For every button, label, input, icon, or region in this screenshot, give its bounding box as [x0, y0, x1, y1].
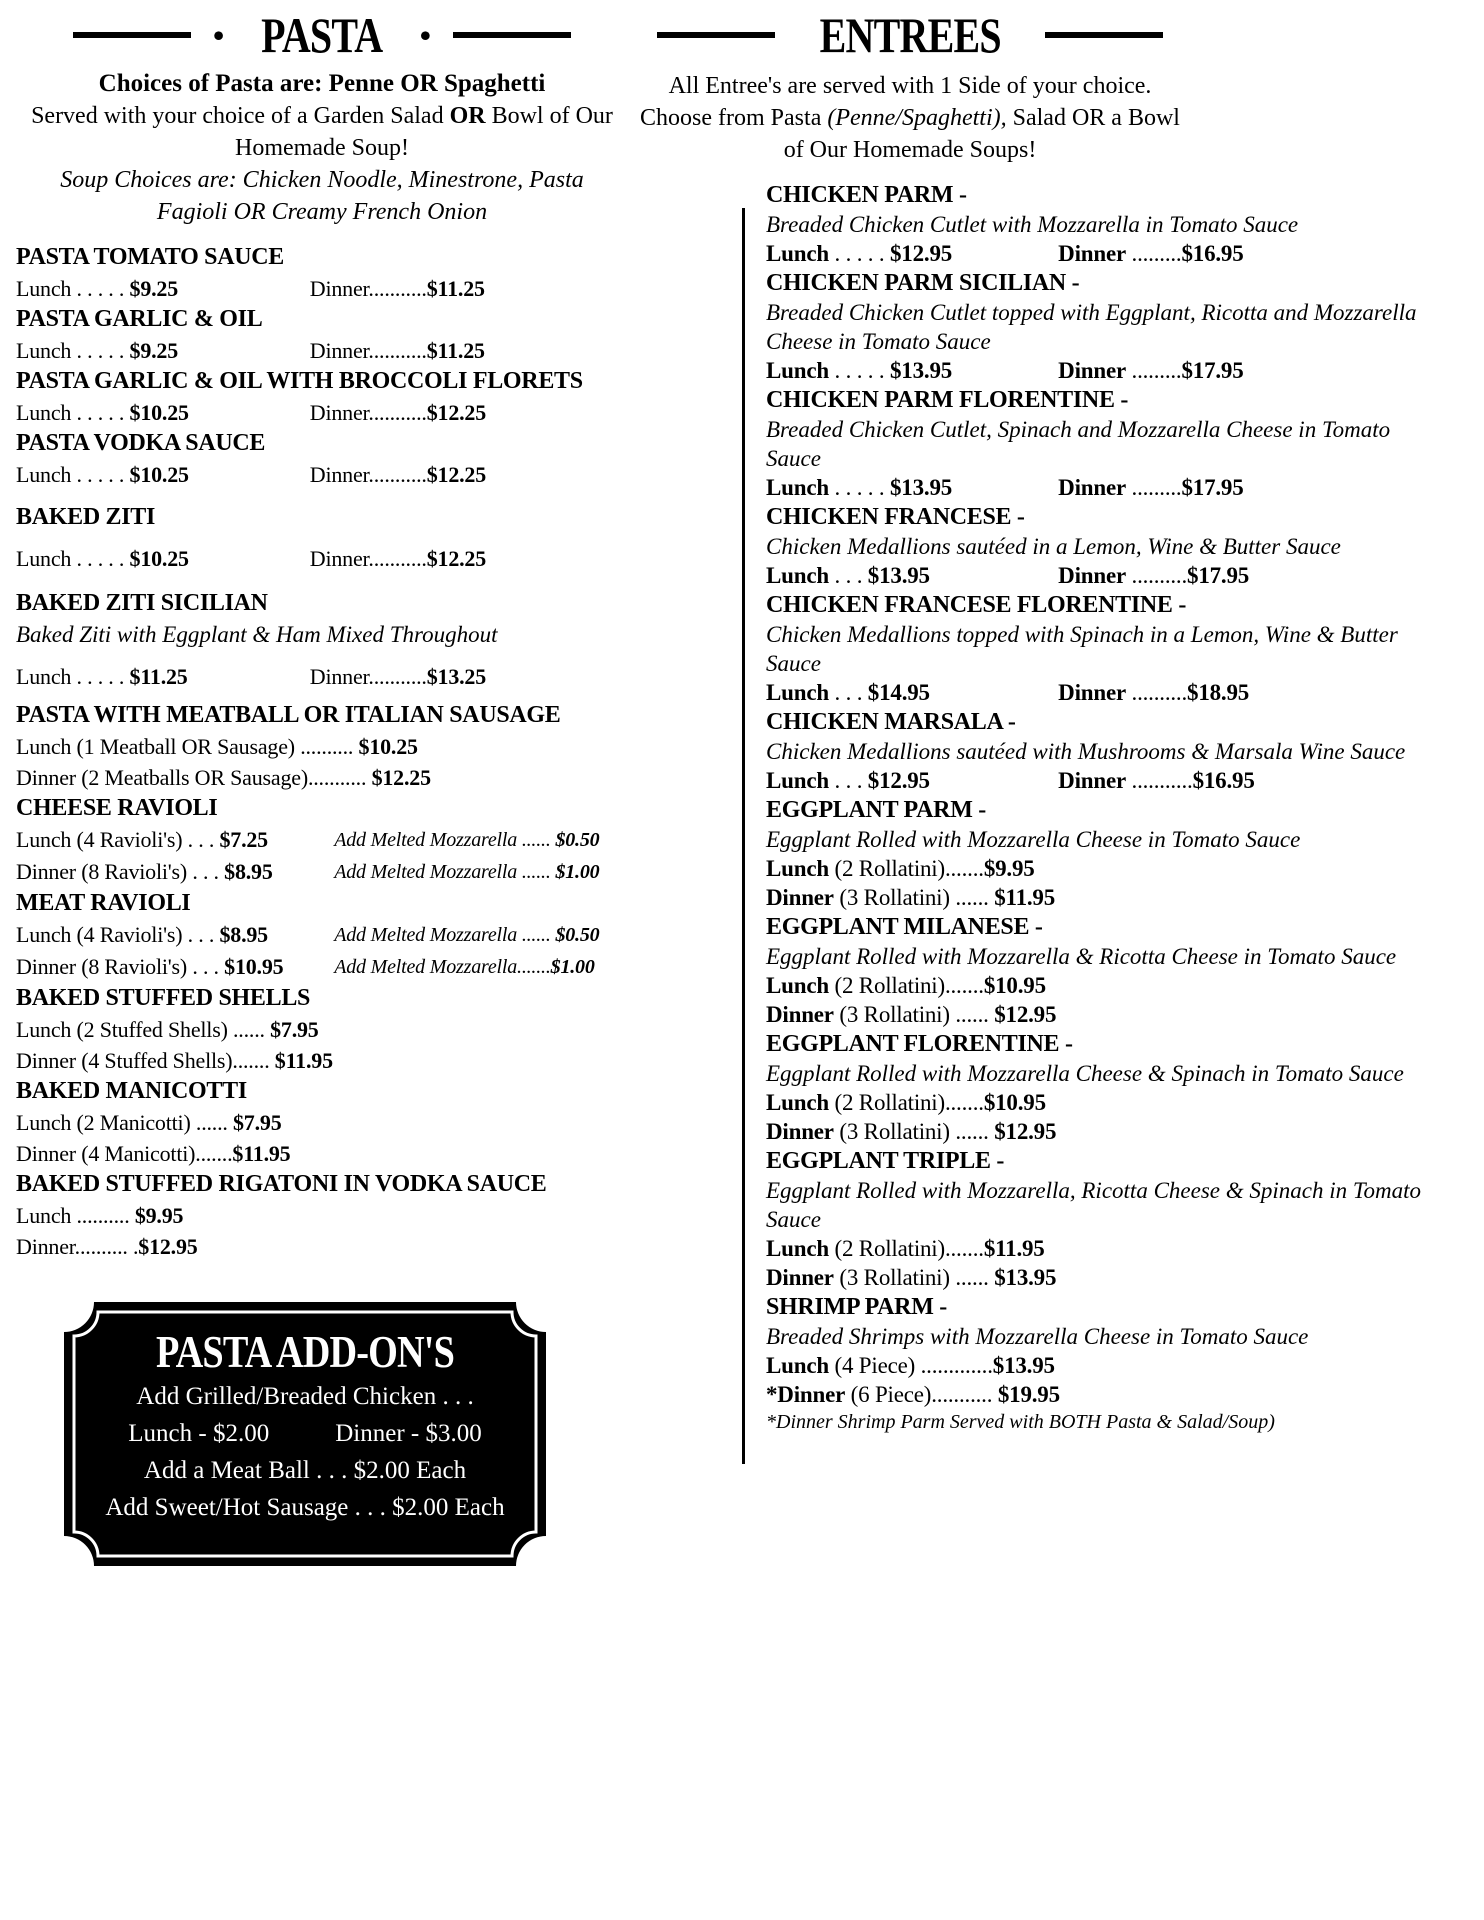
price-row [16, 459, 628, 490]
text-segment: ......... [1125, 241, 1182, 266]
text-segment: Add Melted Mozzarella ...... [334, 829, 556, 851]
text-segment: $16.95 [1181, 241, 1244, 266]
text-segment: $18.95 [1187, 680, 1250, 705]
text-segment: Lunch [766, 680, 829, 705]
text-segment: $9.25 [129, 338, 179, 363]
addon-line: Add Grilled/Breaded Chicken . . . [136, 1383, 474, 1410]
text-segment: Lunch . . . . . [16, 276, 130, 301]
lunch-price [16, 543, 310, 574]
price-row [16, 397, 628, 428]
text-segment: $13.95 [867, 563, 930, 588]
text-segment: $0.50 [555, 829, 600, 851]
text-segment: (2 Rollatini)....... [828, 1090, 984, 1115]
text-segment: Lunch [766, 1353, 829, 1378]
entrees-intro [630, 70, 1190, 166]
text-segment: $14.95 [867, 680, 930, 705]
text-segment: $10.95 [983, 1090, 1046, 1115]
price-row [16, 762, 628, 793]
intro-line [26, 68, 618, 100]
menu-item [16, 242, 628, 304]
menu-item [766, 502, 1430, 590]
addon-price: Dinner - $3.00 [335, 1420, 482, 1447]
text-segment: $11.25 [129, 664, 188, 689]
lunch-price [16, 919, 334, 951]
entrees-header [630, 6, 1190, 64]
header-rule-right [453, 32, 571, 38]
item-description: Eggplant Rolled with Mozzarella Cheese in Tomato Sauce [766, 827, 1301, 852]
addon-note [334, 856, 628, 888]
text-segment: (3 Rollatini) ...... [833, 1119, 995, 1144]
lunch-price [16, 397, 310, 428]
text-segment: Bowl of Our Homemade Soup! [235, 103, 613, 161]
entrees-items-list [766, 180, 1430, 1435]
item-name: CHICKEN PARM - [766, 182, 967, 208]
dinner-price [1058, 678, 1430, 707]
text-segment: . . . [828, 768, 868, 793]
text-segment: $16.95 [1192, 768, 1255, 793]
menu-item [766, 268, 1430, 385]
item-description: Baked Ziti with Eggplant & Ham Mixed Throughout [16, 622, 498, 647]
text-segment: . . . [828, 680, 868, 705]
text-segment: (3 Rollatini) ...... [833, 1002, 995, 1027]
addon-note [334, 824, 628, 856]
price-row [766, 854, 1430, 883]
item-name: EGGPLANT TRIPLE - [766, 1148, 1005, 1174]
text-segment: . . . [828, 563, 868, 588]
menu-item [16, 1169, 628, 1262]
item-name: CHICKEN PARM FLORENTINE - [766, 387, 1129, 413]
dinner-price [1058, 561, 1430, 590]
pasta-addons-box [64, 1302, 546, 1566]
price-row [16, 1107, 628, 1138]
text-segment: (2 Rollatini)....... [828, 1236, 984, 1261]
lunch-price [16, 335, 310, 366]
text-segment: $7.95 [233, 1110, 282, 1135]
addon-line: Add a Meat Ball . . . $2.00 Each [143, 1457, 467, 1484]
item-description: Breaded Chicken Cutlet topped with Eggplant, Ricotta and Mozzarella Cheese in Tomato Sauce [766, 300, 1417, 354]
price-row [16, 1231, 628, 1262]
text-segment: Lunch [766, 241, 829, 266]
menu-item [16, 428, 628, 490]
text-segment: Lunch (4 Ravioli's) . . . [16, 827, 220, 852]
menu-item [16, 1076, 628, 1169]
text-segment: $11.95 [274, 1048, 333, 1073]
text-segment: *Dinner [766, 1382, 846, 1407]
price-row [766, 766, 1430, 795]
addons-content [64, 1302, 546, 1526]
price-row [16, 1200, 628, 1231]
price-row [16, 951, 628, 983]
lunch-price [766, 561, 1058, 590]
text-segment: $11.95 [994, 885, 1056, 910]
text-segment: Lunch [766, 1236, 829, 1261]
price-row [766, 1234, 1430, 1263]
price-row [766, 1088, 1430, 1117]
text-segment: Dinner [1058, 563, 1126, 588]
item-description: Eggplant Rolled with Mozzarella, Ricotta Cheese & Spinach in Tomato Sauce [766, 1178, 1422, 1232]
text-segment: Choices of Pasta are: Penne OR Spaghetti [98, 70, 546, 97]
item-name: CHICKEN FRANCESE - [766, 504, 1025, 530]
item-name: BAKED STUFFED SHELLS [16, 985, 311, 1011]
item-name: PASTA TOMATO SAUCE [16, 244, 284, 270]
item-name: MEAT RAVIOLI [16, 890, 191, 916]
intro-line [26, 100, 618, 164]
item-name: PASTA GARLIC & OIL WITH BROCCOLI FLORETS [16, 368, 583, 394]
text-segment: $8.95 [224, 859, 273, 884]
text-segment: Dinner [1058, 358, 1126, 383]
dinner-price [1058, 356, 1430, 385]
item-description: Chicken Medallions sautéed in a Lemon, Wine & Butter Sauce [766, 534, 1341, 559]
text-segment: Dinner (4 Manicotti)....... [16, 1141, 233, 1166]
pasta-title: PASTA [261, 7, 383, 63]
text-segment: $10.25 [129, 462, 189, 487]
lunch-price [16, 273, 310, 304]
text-segment: $10.95 [983, 973, 1046, 998]
item-name: BAKED STUFFED RIGATONI IN VODKA SAUCE [16, 1171, 547, 1197]
addons-title: PASTA ADD-ON'S [155, 1327, 455, 1377]
text-segment: (2 Rollatini)....... [828, 856, 984, 881]
item-name: EGGPLANT MILANESE - [766, 914, 1043, 940]
lunch-price [766, 766, 1058, 795]
price-row [766, 678, 1430, 707]
text-segment: $12.95 [867, 768, 930, 793]
item-footnote: *Dinner Shrimp Parm Served with BOTH Pasta & Salad/Soup) [766, 1411, 1275, 1433]
entrees-header-block [630, 6, 1190, 166]
text-segment: ......... [1125, 358, 1182, 383]
item-description: Eggplant Rolled with Mozzarella Cheese & Spinach in Tomato Sauce [766, 1061, 1404, 1086]
header-rule-left [73, 32, 191, 38]
text-segment: Lunch (2 Stuffed Shells) ...... [16, 1017, 271, 1042]
pasta-header [16, 6, 628, 64]
text-segment: Dinner [766, 1119, 834, 1144]
text-segment: Dinner [766, 1002, 834, 1027]
text-segment: $17.95 [1181, 358, 1244, 383]
price-row [16, 1045, 628, 1076]
lunch-price [16, 951, 334, 983]
text-segment: Lunch . . . . . [16, 462, 130, 487]
text-segment: $11.95 [232, 1141, 291, 1166]
lunch-price [16, 824, 334, 856]
text-segment: (2 Rollatini)....... [828, 973, 984, 998]
item-name: CHICKEN FRANCESE FLORENTINE - [766, 592, 1187, 618]
text-segment: $9.95 [134, 1203, 184, 1228]
text-segment: $13.95 [890, 475, 953, 500]
entrees-column [640, 6, 1430, 1435]
text-segment: $12.95 [994, 1119, 1057, 1144]
text-segment: $11.25 [426, 276, 485, 301]
menu-item [16, 304, 628, 366]
item-name: PASTA GARLIC & OIL [16, 306, 263, 332]
addon-line: Add Sweet/Hot Sausage . . . $2.00 Each [105, 1494, 505, 1521]
text-segment: $10.25 [358, 734, 418, 759]
dinner-price [310, 335, 628, 366]
price-row [16, 919, 628, 951]
text-segment: Dinner [1058, 680, 1126, 705]
text-segment: $10.25 [129, 546, 189, 571]
text-segment: Lunch . . . . . [16, 400, 130, 425]
text-segment: Lunch [766, 856, 829, 881]
text-segment: $17.95 [1181, 475, 1244, 500]
text-segment: $10.25 [129, 400, 189, 425]
text-segment: (3 Rollatini) ...... [833, 885, 995, 910]
text-segment: Lunch [766, 1090, 829, 1115]
text-segment: $12.25 [426, 546, 487, 571]
item-name: BAKED ZITI [16, 504, 156, 530]
price-row [16, 661, 628, 692]
menu-item [16, 366, 628, 428]
price-row [16, 731, 628, 762]
addon-price: Lunch - $2.00 [128, 1420, 270, 1447]
intro-line [630, 70, 1190, 166]
item-name: EGGPLANT PARM - [766, 797, 986, 823]
item-name: PASTA VODKA SAUCE [16, 430, 266, 456]
dinner-price [310, 543, 628, 574]
text-segment: Dinner........... [309, 664, 427, 689]
text-segment: (3 Rollatini) ...... [833, 1265, 995, 1290]
price-row [766, 356, 1430, 385]
item-name: CHICKEN PARM SICILIAN - [766, 270, 1080, 296]
text-segment: Lunch (2 Manicotti) ...... [16, 1110, 233, 1135]
item-description: Breaded Shrimps with Mozzarella Cheese in Tomato Sauce [766, 1324, 1309, 1349]
menu-item [766, 590, 1430, 707]
menu-item [766, 1146, 1430, 1292]
addon-note [334, 951, 628, 983]
menu-item [766, 180, 1430, 268]
price-row [766, 1263, 1430, 1292]
price-row [766, 561, 1430, 590]
text-segment: Dinner [766, 1265, 834, 1290]
dinner-price [1058, 766, 1430, 795]
text-segment: .......... [1125, 680, 1188, 705]
menu-item [766, 707, 1430, 795]
text-segment: Lunch . . . . . [16, 546, 130, 571]
price-row [16, 1014, 628, 1045]
text-segment: $9.95 [983, 856, 1035, 881]
menu-item [16, 983, 628, 1076]
menu-item [766, 912, 1430, 1029]
text-segment: (4 Piece) ............. [828, 1353, 993, 1378]
lunch-price [766, 356, 1058, 385]
text-segment: Dinner........... [309, 276, 427, 301]
addon-split-line [64, 1415, 546, 1452]
dinner-price [310, 661, 628, 692]
text-segment: Lunch [766, 358, 829, 383]
text-segment: $13.95 [890, 358, 953, 383]
text-segment: $12.95 [890, 241, 953, 266]
text-segment: Dinner (8 Ravioli's) . . . [16, 954, 225, 979]
lunch-price [16, 459, 310, 490]
text-segment: $8.95 [219, 922, 268, 947]
addons-lines [64, 1378, 546, 1526]
text-segment: ........... [1125, 768, 1193, 793]
text-segment: Dinner........... [309, 546, 427, 571]
text-segment: $1.00 [550, 956, 595, 978]
menu-item [16, 588, 628, 692]
menu-item [766, 1029, 1430, 1146]
text-segment: Lunch (4 Ravioli's) . . . [16, 922, 220, 947]
text-segment: $9.25 [129, 276, 179, 301]
price-row [766, 239, 1430, 268]
lunch-price [766, 239, 1058, 268]
price-row [766, 1380, 1430, 1409]
text-segment: Served with your choice of a Garden Salad [31, 103, 450, 129]
text-segment: Dinner........... [309, 400, 427, 425]
price-row [16, 1138, 628, 1169]
price-row [16, 543, 628, 574]
text-segment: . . . . . [828, 241, 890, 266]
text-segment: $12.95 [138, 1234, 198, 1259]
text-segment: Lunch . . . . . [16, 338, 130, 363]
text-segment: Dinner (8 Ravioli's) . . . [16, 859, 225, 884]
text-segment: $12.95 [994, 1002, 1057, 1027]
item-name: SHRIMP PARM - [766, 1294, 947, 1320]
text-segment: $13.95 [994, 1265, 1057, 1290]
item-description: Chicken Medallions sautéed with Mushrooms & Marsala Wine Sauce [766, 739, 1406, 764]
dinner-price [310, 397, 628, 428]
text-segment: Add Melted Mozzarella ...... [334, 861, 556, 883]
text-segment: Lunch (1 Meatball OR Sausage) .......... [16, 734, 359, 759]
intro-line [26, 164, 618, 228]
text-segment: Dinner (2 Meatballs OR Sausage)........... [16, 765, 372, 790]
item-description: Breaded Chicken Cutlet with Mozzarella in Tomato Sauce [766, 212, 1299, 237]
text-segment: $19.95 [997, 1382, 1060, 1407]
dinner-price [310, 459, 628, 490]
dinner-price [310, 273, 628, 304]
menu-item [766, 385, 1430, 502]
price-row [766, 971, 1430, 1000]
price-row [16, 335, 628, 366]
text-segment: $12.25 [426, 462, 487, 487]
pasta-column [16, 6, 628, 1566]
text-segment: Add Melted Mozzarella ...... [334, 924, 556, 946]
text-segment: Dinner.......... . [16, 1234, 139, 1259]
item-name: CHEESE RAVIOLI [16, 795, 218, 821]
text-segment: Lunch [766, 475, 829, 500]
text-segment: Dinner [1058, 241, 1126, 266]
header-rule-left [657, 32, 775, 38]
text-segment: Lunch [766, 768, 829, 793]
price-row [766, 883, 1430, 912]
pasta-intro [26, 68, 618, 228]
text-segment: Lunch [766, 563, 829, 588]
text-segment: Soup Choices are: Chicken Noodle, Minestrone, Pasta Fagioli OR Creamy French Onion [60, 167, 584, 225]
price-row [766, 473, 1430, 502]
text-segment: $11.25 [426, 338, 485, 363]
text-segment: . . . . . [828, 475, 890, 500]
text-segment: (6 Piece)........... [845, 1382, 998, 1407]
text-segment: Dinner........... [309, 338, 427, 363]
menu-item [16, 793, 628, 888]
column-divider [742, 208, 745, 1464]
text-segment: .......... [1125, 563, 1188, 588]
item-name: EGGPLANT FLORENTINE - [766, 1031, 1073, 1057]
dinner-price [1058, 473, 1430, 502]
text-segment: $7.95 [270, 1017, 319, 1042]
text-segment: . . . . . [828, 358, 890, 383]
text-segment: Lunch .......... [16, 1203, 135, 1228]
menu-item [766, 795, 1430, 912]
text-segment: Lunch [766, 973, 829, 998]
dinner-price [1058, 239, 1430, 268]
price-row [16, 856, 628, 888]
pasta-items-list [16, 242, 628, 1262]
header-rule-right [1045, 32, 1163, 38]
text-segment: $11.95 [983, 1236, 1045, 1261]
text-segment: Dinner [1058, 475, 1126, 500]
text-segment: $17.95 [1187, 563, 1250, 588]
text-segment: OR [449, 103, 486, 129]
price-row [766, 1000, 1430, 1029]
price-row [16, 273, 628, 304]
lunch-price [16, 661, 310, 692]
price-row [766, 1351, 1430, 1380]
text-segment: $12.25 [426, 400, 487, 425]
text-segment: Add Melted Mozzarella....... [334, 956, 551, 978]
item-description: Chicken Medallions topped with Spinach in a Lemon, Wine & Butter Sauce [766, 622, 1398, 676]
price-row [16, 824, 628, 856]
price-row [766, 1117, 1430, 1146]
text-segment: $12.25 [371, 765, 431, 790]
menu-item [16, 502, 628, 574]
text-segment: $7.25 [219, 827, 268, 852]
text-segment: $13.25 [426, 664, 487, 689]
menu-item [16, 888, 628, 983]
text-segment: Lunch . . . . . [16, 664, 130, 689]
text-segment: Dinner (4 Stuffed Shells)....... [16, 1048, 275, 1073]
text-segment: Dinner [766, 885, 834, 910]
item-description: Breaded Chicken Cutlet, Spinach and Mozzarella Cheese in Tomato Sauce [766, 417, 1391, 471]
lunch-price [766, 473, 1058, 502]
text-segment: $10.95 [224, 954, 284, 979]
text-segment: $13.95 [992, 1353, 1055, 1378]
text-segment: Dinner........... [309, 462, 427, 487]
entrees-title: ENTREES [819, 7, 1001, 63]
text-segment: Salad OR a Bowl of Our Homemade Soups! [783, 105, 1180, 163]
text-segment: $0.50 [555, 924, 600, 946]
menu-item [16, 700, 628, 793]
text-segment: All Entree's are served with 1 Side of your choice. Choose from Pasta [640, 73, 1152, 131]
text-segment: (Penne/Spaghetti), [827, 105, 1007, 131]
text-segment: $1.00 [555, 861, 600, 883]
item-name: PASTA WITH MEATBALL OR ITALIAN SAUSAGE [16, 702, 561, 728]
bullet-icon: • [419, 17, 431, 53]
lunch-price [766, 678, 1058, 707]
text-segment: Dinner [1058, 768, 1126, 793]
item-name: BAKED ZITI SICILIAN [16, 590, 268, 616]
item-name: CHICKEN MARSALA - [766, 709, 1016, 735]
lunch-price [16, 856, 334, 888]
menu-item [766, 1292, 1430, 1435]
addon-note [334, 919, 628, 951]
item-description: Eggplant Rolled with Mozzarella & Ricotta Cheese in Tomato Sauce [766, 944, 1397, 969]
item-name: BAKED MANICOTTI [16, 1078, 247, 1104]
bullet-icon: • [213, 17, 225, 53]
text-segment: ......... [1125, 475, 1182, 500]
